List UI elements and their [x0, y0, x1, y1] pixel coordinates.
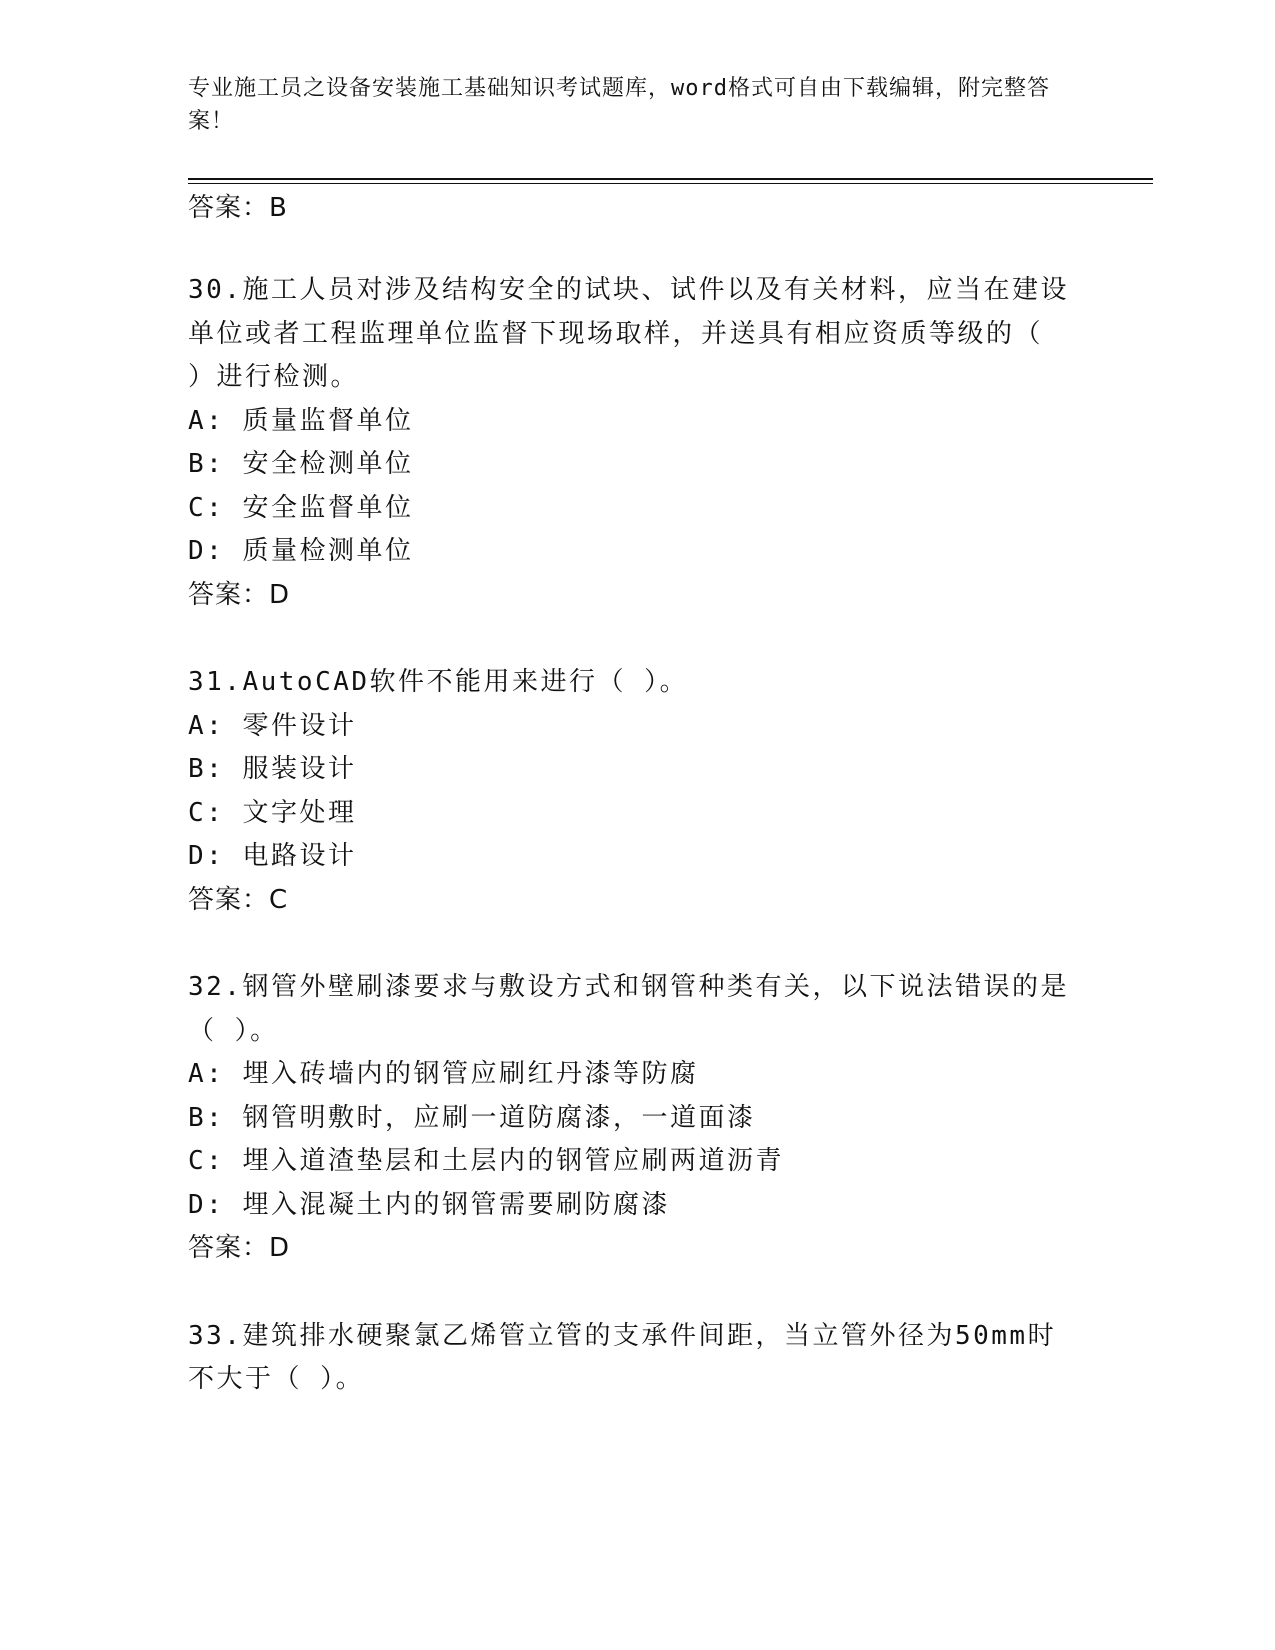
question-30-option-a: A: 质量监督单位	[188, 406, 414, 436]
question-32-line-1: 32.钢管外壁刷漆要求与敷设方式和钢管种类有关，以下说法错误的是	[188, 972, 1069, 1002]
question-30-option-c: C: 安全监督单位	[188, 493, 414, 523]
question-30-line-3: ）进行检测。	[188, 362, 360, 392]
answer-32: 答案：D	[188, 1233, 291, 1263]
question-32-option-c: C: 埋入道渣垫层和土层内的钢管应刷两道沥青	[188, 1146, 784, 1176]
question-33-line-1: 33.建筑排水硬聚氯乙烯管立管的支承件间距，当立管外径为50mm时	[188, 1321, 1057, 1351]
question-33-line-2: 不大于（ ）。	[188, 1364, 365, 1394]
question-32-option-a: A: 埋入砖墙内的钢管应刷红丹漆等防腐	[188, 1059, 699, 1089]
question-30-option-b: B: 安全检测单位	[188, 449, 414, 479]
question-30-option-d: D: 质量检测单位	[188, 536, 414, 566]
header-rule-thin	[188, 183, 1153, 184]
question-31-option-a: A: 零件设计	[188, 711, 357, 741]
question-30-line-2: 单位或者工程监理单位监督下现场取样，并送具有相应资质等级的（	[188, 319, 1044, 349]
answer-31: 答案：C	[188, 885, 289, 915]
question-31-option-d: D: 电路设计	[188, 841, 357, 871]
question-31-line-1: 31.AutoCAD软件不能用来进行（ ）。	[188, 667, 689, 697]
question-31-option-b: B: 服装设计	[188, 754, 357, 784]
header-rule-thick	[188, 178, 1153, 180]
question-32-option-d: D: 埋入混凝土内的钢管需要刷防腐漆	[188, 1190, 670, 1220]
question-31-option-c: C: 文字处理	[188, 798, 357, 828]
answer-30: 答案：D	[188, 580, 291, 610]
question-32-option-b: B: 钢管明敷时，应刷一道防腐漆，一道面漆	[188, 1103, 756, 1133]
answer-29: 答案：B	[188, 193, 288, 223]
question-32-line-2: （ ）。	[188, 1016, 279, 1046]
page-header-title: 专业施工员之设备安装施工基础知识考试题库，word格式可自由下载编辑，附完整答案！	[188, 76, 1050, 134]
question-30-line-1: 30.施工人员对涉及结构安全的试块、试件以及有关材料，应当在建设	[188, 275, 1069, 305]
